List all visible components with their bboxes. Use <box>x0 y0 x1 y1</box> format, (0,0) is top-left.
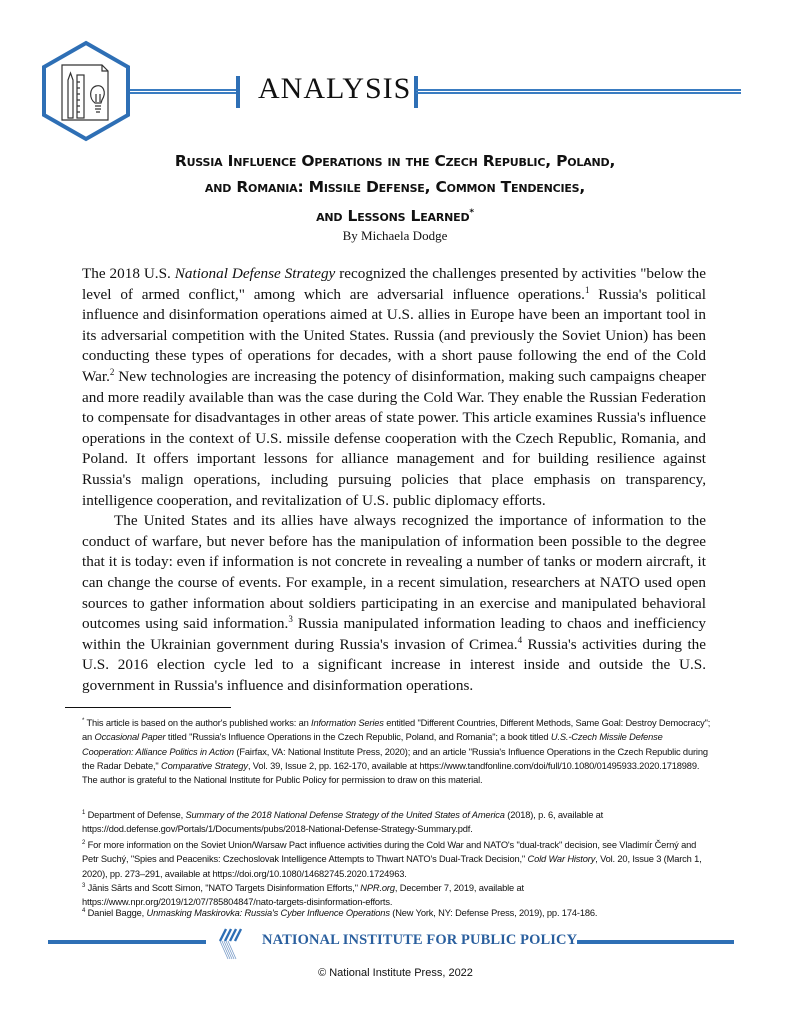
footer-line-left <box>48 940 206 944</box>
analysis-hexagon-icon <box>40 40 132 142</box>
title-line-1: Russia Influence Operations in the Czech Republic, Poland, <box>174 152 616 170</box>
organization-name: NATIONAL INSTITUTE FOR PUBLIC POLICY <box>262 932 578 948</box>
byline: By Michaela Dodge <box>342 228 448 243</box>
footer-line-right <box>577 940 734 944</box>
article-body <box>82 264 706 696</box>
title-line-3: and Lessons Learned* <box>316 207 474 226</box>
section-label: ANALYSIS <box>258 72 412 105</box>
footnote-ref-3[interactable]: 3 <box>288 614 293 625</box>
nipp-stripes-logo-icon <box>212 927 254 961</box>
footnote-1: $^1$ Department of Defense, Summary of the 2018 National Defense Strategy of the United States of America (2018), p. 6, available at https://dod.defense.gov/Portals/1/Documents/pubs/2018-National-Defense-Strategy-Summary.pdf. <box>82 809 604 835</box>
footnote-separator <box>65 707 231 708</box>
footnote-2: $^2$ For more information on the Soviet Union/Warsaw Pact influence activities during the Cold War and NATO's "dual-track" decision, see Vladimír Černý and Petr Suchý, "Spies and Peaceniks: Czechoslovak Intelligence Attempts to Thwart NATO's Dual-Track Decision," Cold War History, Vol. 20, Issue 3 (March 1, 2020), pp. 273–291, available at https://doi.org/10.1080/14682745.2020.1724963. <box>82 839 702 879</box>
title-footnote-marker[interactable]: * <box>469 208 474 218</box>
paragraph-2: The United States and its allies have always recognized the importance of information to the conduct of warfare, but never before has the manipulation of information been possible to the degree that it is today: even if information is not concrete in revealing a number of tanks or modern aircraft, it can change the course of events. For example, in a recent simulation, researchers at NATO used open sources to gather information about soldiers participating in an exercise and manipulated behavioral outcomes using said information.$^3$ Russia manipulated information leading to chaos and inefficiency within the Ukrainian government during Russia's invasion of Crimea.$^4$ Russia's activities during the U.S. 2016 election cycle led to a significant increase in interest inside and outside the U.S. government in Russia's influence and disinformation operations. <box>82 512 706 694</box>
header-tick-left <box>236 76 240 108</box>
footnote-3: $^3$ Jānis Sārts and Scott Simon, "NATO Targets Disinformation Efforts," NPR.org, December 7, 2019, available at https://www.npr.org/2019/12/07/785804847/nato-targets-disinformation-efforts. <box>82 882 524 908</box>
copyright: © National Institute Press, 2022 <box>318 967 473 979</box>
footnote-ref-4[interactable]: 4 <box>517 634 523 645</box>
article-title <box>60 148 730 229</box>
footnote-star: * This article is based on the author's published works: an Information Series entitled "Different Countries, Different Methods, Same Goal: Destroy Democracy"; an Occasional Paper titled "Russia's Influence Operations in the Czech Republic, Poland, and Romania"; a book titled U.S.-Czech Missile Defense Cooperation: Alliance Politics in Action (Fairfax, VA: National Institute Press, 2020); and an article "Russia's Influence Operations in the Czech Republic during the Radar Debate," Comparative Strategy, Vol. 39, Issue 2, pp. 162-170, available at https://www.tandfonline.com/doi/full/10.1080/01495933.2020.1718989. The author is grateful to the National Institute for Public Policy for permission to draw on this material. <box>82 717 711 786</box>
footnote-ref-2[interactable]: 2 <box>109 366 115 377</box>
footnote-ref-1[interactable]: 1 <box>584 284 590 295</box>
paragraph-1: The 2018 U.S. National Defense Strategy recognized the challenges presented by activities "below the level of armed conflict," among which are adversarial influence operations.$^1$ Russia's political influence and disinformation operations aimed at U.S. allies in Europe have been an important tool in its adversarial competition with the United States. Russia (and previously the Soviet Union) has been conducting these types of operations for decades, with a short pause following the end of the Cold War.$^2$ New technologies are increasing the potency of disinformation, making such campaigns cheaper and more readily available than was the case during the Cold War. They enable the Russian Federation to compensate for disadvantages in other areas of state power. This article examines Russia's influence operations in the context of U.S. missile defense cooperation with the Czech Republic, Romania, and Poland. It offers important lessons for alliance management and for building resilience against Russia's malign operations, including pursuing policies that place emphasis on transparency, intelligence cooperation, and revitalization of U.S. public diplomacy efforts. <box>82 265 706 509</box>
header-line-right <box>416 89 741 94</box>
header-line-left <box>130 89 238 94</box>
page-header <box>0 0 791 150</box>
title-line-2: and Romania: Missile Defense, Common Tendencies, <box>204 178 586 196</box>
footnote-4: $^4$ Daniel Bagge, Unmasking Maskirovka: Russia's Cyber Influence Operations (New York, NY: Defense Press, 2019), pp. 174-186. <box>82 907 598 918</box>
